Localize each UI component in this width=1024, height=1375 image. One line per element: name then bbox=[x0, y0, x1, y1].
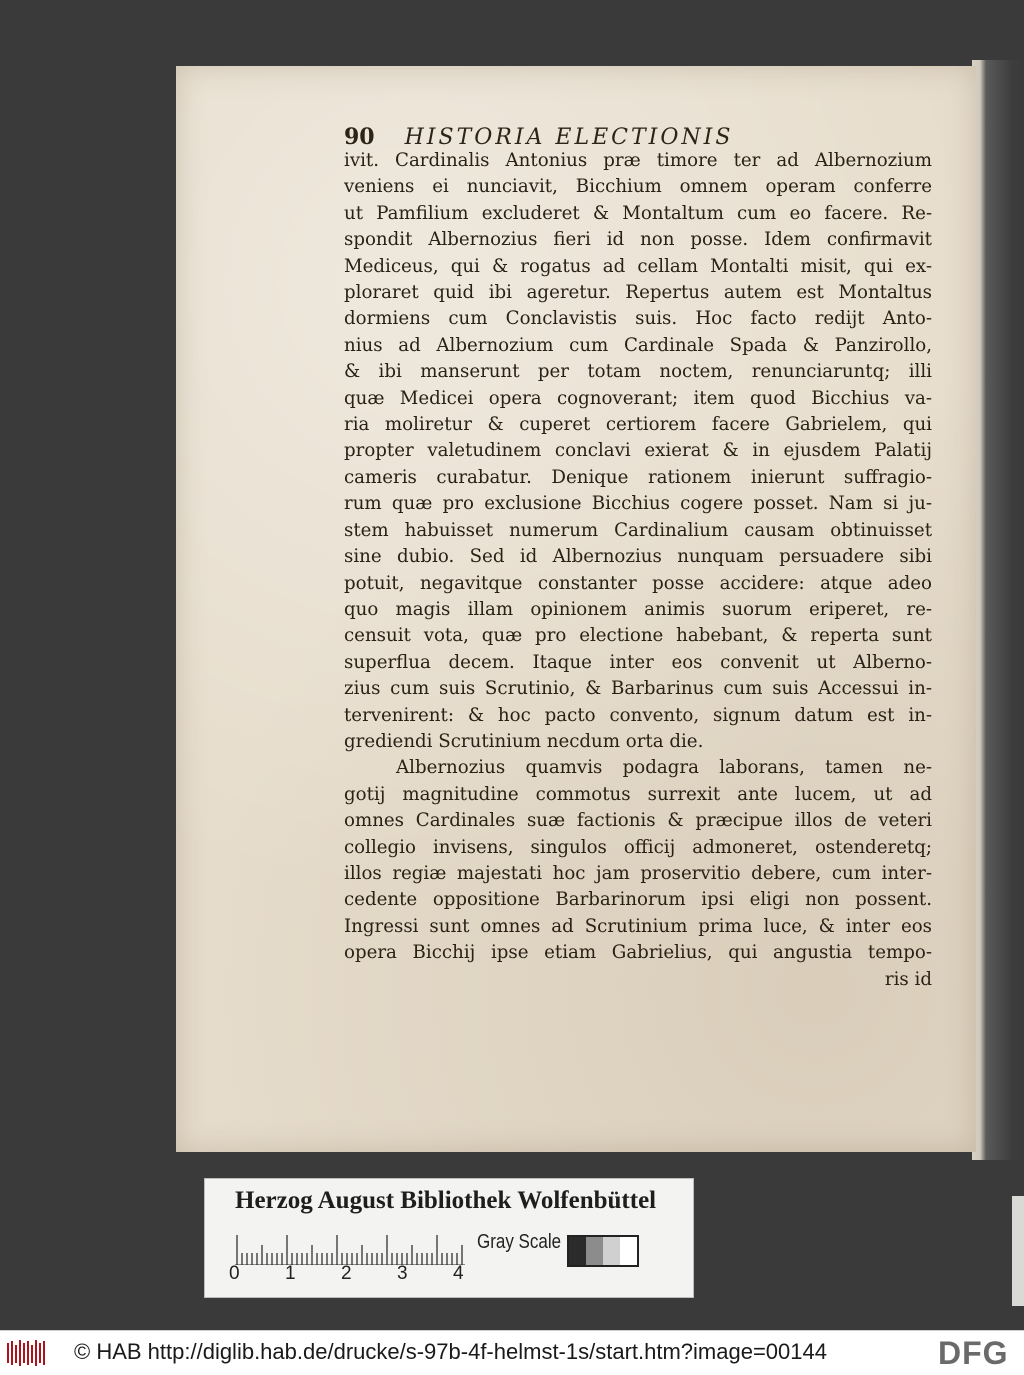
text-line: veniens ei nunciavit, Bicchium omnem operam conferre bbox=[344, 176, 932, 198]
ruler-number: 0 bbox=[229, 1263, 240, 1284]
ruler-number: 1 bbox=[285, 1263, 296, 1284]
text-line: nius ad Albernozium cum Cardinale Spada & Panzirollo, bbox=[344, 334, 932, 356]
text-line: & ibi manserunt per totam noctem, renunciaruntq; illi bbox=[344, 361, 932, 383]
text-line: zius cum suis Scrutinio, & Barbarinus cum suis Accessui in- bbox=[344, 678, 932, 700]
text-line: Albernozius quamvis podagra laborans, tamen ne- bbox=[396, 757, 932, 779]
running-head-title: HISTORIA ELECTIONIS bbox=[404, 125, 734, 150]
text-line: cameris curabatur. Denique rationem inierunt suffragio- bbox=[344, 466, 932, 488]
gray-scale-label: Gray Scale bbox=[477, 1231, 562, 1253]
footer-citation-link[interactable]: © HAB http://diglib.hab.de/drucke/s-97b-4f-helmst-1s/start.htm?image=00144 bbox=[74, 1339, 827, 1364]
ruler-scale bbox=[235, 1229, 465, 1265]
text-line: Ingressi sunt omnes ad Scrutinium prima luce, & inter eos bbox=[344, 915, 932, 937]
text-line: rum quæ pro exclusione Bicchius cogere posset. Nam si ju- bbox=[344, 493, 932, 515]
text-line: collegio invisens, singulos officij admoneret, ostenderetq; bbox=[344, 836, 932, 858]
text-line: opera Bicchij ipse etiam Gabrielius, qui angustia tempo- bbox=[344, 942, 932, 964]
text-line: ploraret quid ibi ageretur. Repertus autem est Montaltus bbox=[344, 282, 932, 304]
page-number: 90 bbox=[344, 124, 375, 150]
ruler-title: Herzog August Bibliothek Wolfenbüttel bbox=[235, 1187, 657, 1214]
gray-swatch bbox=[569, 1237, 586, 1265]
catchword: ris id bbox=[884, 968, 932, 990]
text-line: sine dubio. Sed id Albernozius nunquam persuadere sibi bbox=[344, 546, 932, 568]
book-page bbox=[176, 66, 976, 1152]
text-line: grediendi Scrutinium necdum orta die. bbox=[344, 730, 704, 752]
ruler-number: 2 bbox=[341, 1263, 352, 1284]
text-line: ria moliretur & cuperet certiorem facere Gabrielem, qui bbox=[344, 414, 932, 436]
text-line: potuit, negavitque constanter posse accidere: atque adeo bbox=[344, 572, 932, 594]
text-line: tervenirent: & hoc pacto convento, signum datum est in- bbox=[344, 704, 932, 726]
text-line: ut Pamfilium excluderet & Montaltum cum eo facere. Re- bbox=[344, 202, 932, 224]
text-line: censuit vota, quæ pro electione habebant, & reperta sunt bbox=[344, 625, 932, 647]
color-ruler-card bbox=[204, 1178, 694, 1298]
text-line: superflua decem. Itaque inter eos convenit ut Alberno- bbox=[344, 651, 932, 673]
adjacent-card-edge bbox=[1012, 1196, 1024, 1306]
text-line: ivit. Cardinalis Antonius præ timore ter ad Albernozium bbox=[344, 150, 932, 171]
ruler-number: 4 bbox=[453, 1263, 464, 1284]
gray-scale-swatches bbox=[567, 1235, 639, 1267]
text-line: Mediceus, qui & rogatus ad cellam Montalti misit, qui ex- bbox=[344, 255, 932, 277]
text-line: illos regiæ majestati hoc jam proservitio debere, cum inter- bbox=[344, 862, 932, 884]
ruler-numbers bbox=[229, 1263, 489, 1289]
text-line: stem habuisset numerum Cardinalium causam obtinuisset bbox=[344, 519, 932, 541]
text-line: quæ Medicei opera cognoverant; item quod Bicchius va- bbox=[344, 387, 932, 409]
body-text bbox=[344, 148, 932, 993]
gray-swatch bbox=[586, 1237, 603, 1265]
text-line: spondit Albernozius fieri id non posse. Idem confirmavit bbox=[344, 229, 932, 251]
text-line: quo magis illam opinionem animis suorum eriperet, re- bbox=[344, 598, 932, 620]
text-line: gotij magnitudine commotus surrexit ante lucem, ut ad bbox=[344, 783, 932, 805]
gray-swatch bbox=[603, 1237, 620, 1265]
footer-bar bbox=[0, 1330, 1024, 1375]
text-line: propter valetudinem conclavi exierat & in ejusdem Palatij bbox=[344, 440, 932, 462]
gray-swatch bbox=[620, 1237, 637, 1265]
text-line: omnes Cardinales suæ factionis & præcipue illos de veteri bbox=[344, 810, 932, 832]
ruler-number: 3 bbox=[397, 1263, 408, 1284]
dfg-logo: DFG bbox=[938, 1335, 1009, 1371]
text-line: dormiens cum Conclavistis suis. Hoc facto redijt Anto- bbox=[344, 308, 932, 330]
page-edge-shadow bbox=[972, 60, 1024, 1160]
text-line: cedente oppositione Barbarinorum ipsi eligi non possent. bbox=[344, 889, 932, 911]
barcode-logo-icon bbox=[6, 1339, 46, 1367]
